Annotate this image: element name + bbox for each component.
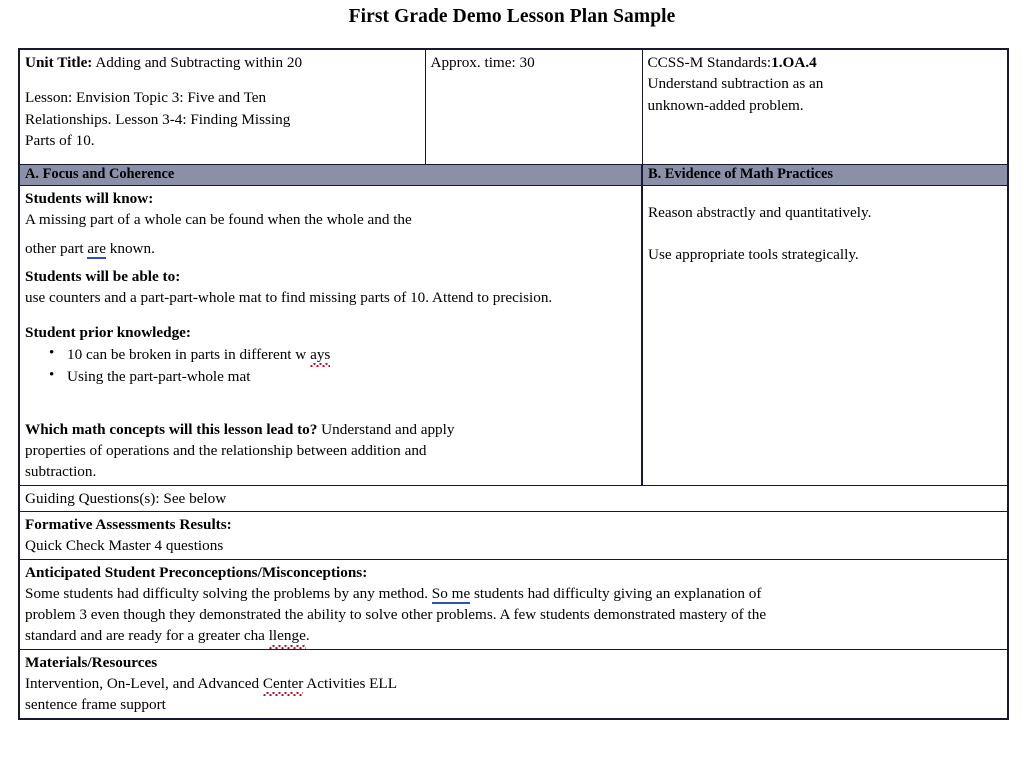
- misconceptions-heading: Anticipated Student Preconceptions/Misconceptions:: [25, 563, 368, 581]
- cell-ccss-standards: [642, 49, 1008, 165]
- unit-title-label: Unit Title:: [25, 54, 93, 71]
- table-row-formative-assessments: [19, 511, 1008, 559]
- prior-item-2-pre: Using the part-part-whole mat: [67, 368, 251, 386]
- ccss-label-line: [648, 52, 1004, 73]
- ccss-label: CCSS-M Standards:: [647, 54, 772, 71]
- cell-unit-title: [19, 49, 425, 165]
- misconceptions-line3-post: .: [305, 627, 310, 645]
- materials-pre: Intervention, On-Level, and Advanced: [25, 674, 263, 692]
- student-prior-knowledge-heading: Student prior knowledge:: [25, 324, 191, 342]
- table-row-misconceptions: [19, 559, 1008, 649]
- students-will-know-heading: Students will know:: [25, 190, 154, 207]
- spacer: [648, 237, 1003, 244]
- approx-time-text: Approx. time: 30: [430, 54, 535, 71]
- page-title: First Grade Demo Lesson Plan Sample: [348, 6, 676, 27]
- lesson-line-1: Lesson: Envision Topic 3: Five and Ten: [25, 89, 267, 107]
- table-row-materials: [19, 649, 1008, 718]
- formative-assessments-heading: Formative Assessments Results:: [25, 515, 232, 533]
- section-header-focus: A. Focus and Coherence: [19, 165, 642, 186]
- will-know-post: known.: [105, 239, 155, 257]
- cell-formative-assessments: [19, 511, 1008, 559]
- grammar-flag-so-me: So me: [431, 584, 471, 602]
- cell-guiding-questions: Guiding Questions(s): See below: [19, 485, 1008, 511]
- lead-to-line-1: [25, 419, 637, 440]
- students-will-know-line-2: [25, 238, 637, 259]
- grammar-flag-are: are: [87, 239, 106, 257]
- lesson-line-3: Parts of 10.: [25, 131, 95, 149]
- misconceptions-line3-pre: standard and are ready for a greater cha: [25, 627, 269, 645]
- misconceptions-post: students had difficulty giving an explanation of: [470, 584, 762, 602]
- spacer: [648, 223, 1003, 237]
- misconceptions-line-1: [25, 583, 1003, 604]
- materials-line-2: sentence frame support: [25, 696, 166, 714]
- lesson-plan-table: [18, 48, 1009, 720]
- lead-to-answer-1: Understand and apply: [317, 420, 455, 438]
- list-item: [67, 366, 637, 389]
- list-item: [67, 344, 637, 367]
- math-practice-1: Reason abstractly and quantitatively.: [648, 204, 872, 221]
- cell-evidence-math-practices: [642, 186, 1008, 486]
- cell-materials-resources: [19, 649, 1008, 718]
- materials-line-1: [25, 673, 1003, 694]
- math-practice-2: Use appropriate tools strategically.: [648, 246, 859, 264]
- spacer: [25, 259, 637, 266]
- students-will-be-able-to-heading: Students will be able to:: [25, 267, 181, 285]
- materials-heading: Materials/Resources: [25, 653, 158, 671]
- table-row-section-headers: [19, 165, 1008, 186]
- ccss-desc-line-1: Understand subtraction as an: [647, 75, 824, 93]
- spacer: [25, 231, 637, 238]
- prior-item-1-pre: 10 can be broken in parts in different w: [67, 345, 311, 363]
- ccss-code: 1.OA.4: [771, 54, 817, 71]
- spacer: [25, 73, 421, 87]
- cell-approx-time: [425, 49, 642, 165]
- table-row-guiding-questions: [19, 485, 1008, 511]
- misconceptions-line-2: problem 3 even though they demonstrated the ability to solve other problems. A few students demonstrated mastery of the: [25, 606, 767, 624]
- misconceptions-pre: Some students had difficulty solving the problems by any method.: [25, 584, 432, 602]
- spacer: [25, 389, 637, 419]
- cell-misconceptions: [19, 559, 1008, 649]
- misconceptions-line-3: [25, 625, 1003, 646]
- spell-flag-llenge: llenge: [269, 625, 306, 646]
- ccss-desc-line-2: unknown-added problem.: [647, 96, 804, 114]
- students-will-know-line-1: A missing part of a whole can be found when the whole and the: [25, 211, 412, 229]
- unit-title-value: Adding and Subtracting within 20: [92, 54, 303, 71]
- lead-to-question: Which math concepts will this lesson lead to?: [25, 420, 318, 438]
- unit-title-line: [25, 52, 421, 73]
- lesson-line-2: Relationships. Lesson 3-4: Finding Missing: [25, 110, 291, 128]
- table-row-body: [19, 186, 1008, 486]
- spacer: [25, 308, 637, 322]
- formative-assessments-text: Quick Check Master 4 questions: [25, 537, 224, 555]
- prior-knowledge-list: [25, 344, 637, 389]
- section-header-evidence: B. Evidence of Math Practices: [642, 165, 1008, 186]
- lead-to-line-2: properties of operations and the relationship between addition and: [25, 442, 427, 460]
- cell-focus-and-coherence: [19, 186, 642, 486]
- will-know-pre: other part: [25, 239, 88, 257]
- students-will-be-able-to-text: use counters and a part-part-whole mat to find missing parts of 10. Attend to precision.: [25, 289, 553, 307]
- spacer: [648, 188, 1003, 202]
- table-row-unit-info: [19, 49, 1008, 165]
- spell-flag-center: Center: [263, 673, 303, 694]
- materials-post: Activities ELL: [303, 674, 397, 692]
- spell-flag-ays: ays: [310, 344, 330, 366]
- lead-to-line-3: subtraction.: [25, 463, 97, 481]
